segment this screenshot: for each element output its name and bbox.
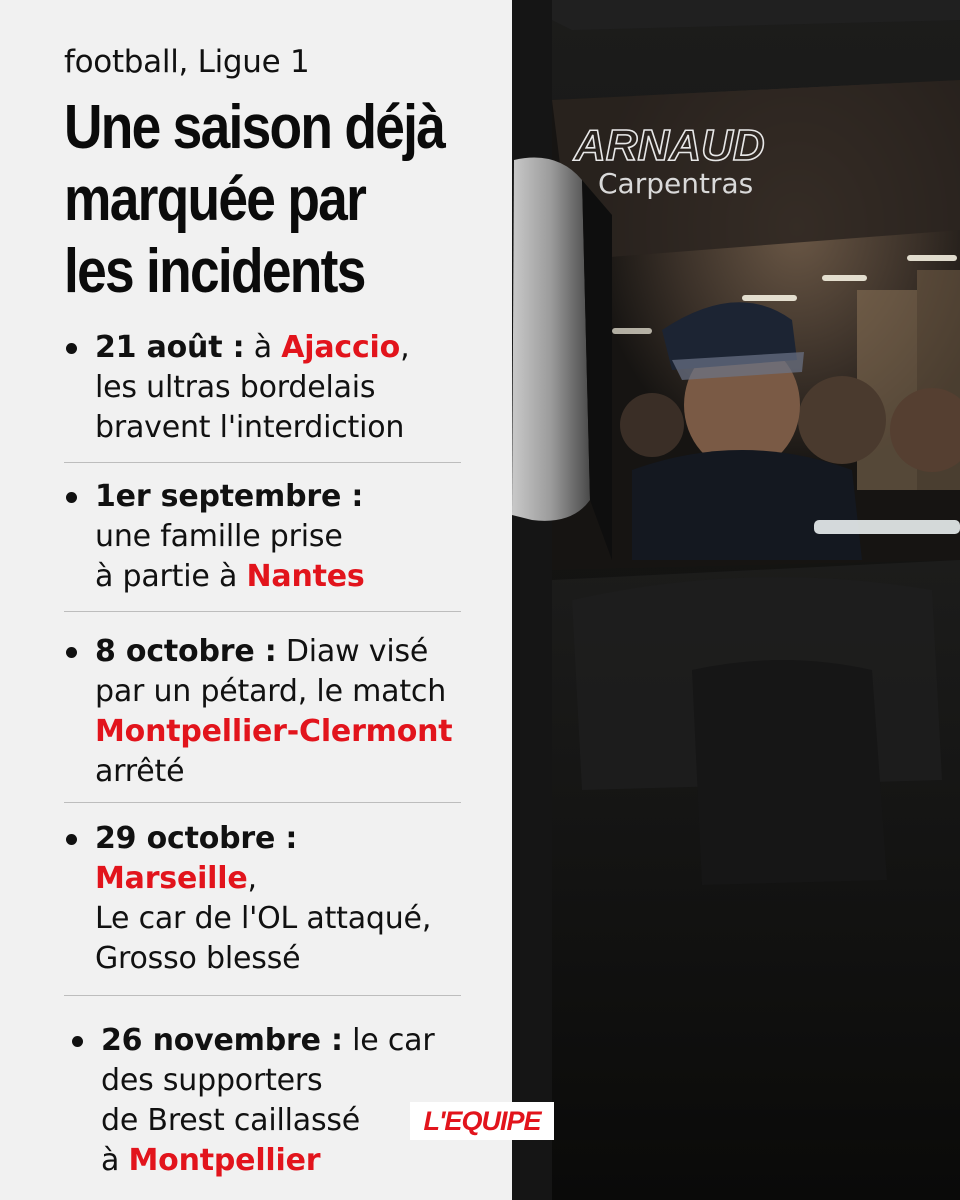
bullet-icon: [66, 492, 77, 503]
list-item: [64, 612, 462, 802]
kicker: football, Ligue 1: [64, 44, 310, 80]
incident-date: 29 octobre :: [95, 821, 298, 856]
list-item: [64, 463, 462, 611]
incident-text: de Brest caillassé: [101, 1103, 361, 1138]
incident-text: par un pétard, le match: [95, 674, 447, 709]
list-item: [64, 325, 462, 462]
bus-photo: [512, 0, 960, 1200]
lequipe-logo: [410, 1102, 554, 1140]
incident-text: à: [101, 1143, 129, 1178]
bus-photo-illustration: [512, 0, 960, 1200]
headline-line: Une saison déjà: [64, 93, 445, 162]
incident-date: 26 novembre :: [101, 1023, 343, 1058]
list-item: [64, 803, 462, 995]
incident-place: Montpellier: [128, 1143, 321, 1178]
incident-place: Marseille: [95, 861, 248, 896]
incident-text: une famille prise: [95, 519, 343, 554]
incident-text: à partie à: [95, 559, 247, 594]
incident-text: Grosso blessé: [95, 941, 301, 976]
logo-text: L'EQUIPE: [423, 1105, 541, 1136]
side-mirror: [512, 158, 590, 521]
incident-date: 21 août :: [95, 330, 245, 365]
headline-line: marquée par: [64, 165, 366, 234]
bullet-icon: [66, 647, 77, 658]
bullet-icon: [72, 1036, 83, 1047]
incident-place: Ajaccio: [281, 330, 401, 365]
incident-text: arrêté: [95, 754, 185, 789]
bullet-icon: [66, 834, 77, 845]
incident-text: des supporters: [101, 1063, 323, 1098]
bullet-icon: [66, 343, 77, 354]
incident-date: 1er septembre :: [95, 479, 364, 514]
incident-place: Montpellier-Clermont: [95, 714, 453, 749]
list-item: [70, 996, 462, 1181]
incident-text: le car: [342, 1023, 435, 1058]
incident-list: [64, 325, 462, 1181]
incident-text: les ultras bordelais: [95, 370, 376, 405]
headline: [64, 92, 445, 308]
incident-text: ,: [400, 330, 410, 365]
incident-text: ,: [247, 861, 257, 896]
incident-text: à: [244, 330, 282, 365]
incident-date: 8 octobre :: [95, 634, 277, 669]
incident-text: Le car de l'OL attaqué,: [95, 901, 432, 936]
incident-text: bravent l'interdiction: [95, 410, 405, 445]
incident-text: Diaw visé: [276, 634, 429, 669]
headline-line: les incidents: [64, 237, 365, 306]
incident-place: Nantes: [246, 559, 365, 594]
bus-brand-text: ARNAUD: [574, 121, 765, 170]
bus-city-text: Carpentras: [598, 167, 754, 200]
